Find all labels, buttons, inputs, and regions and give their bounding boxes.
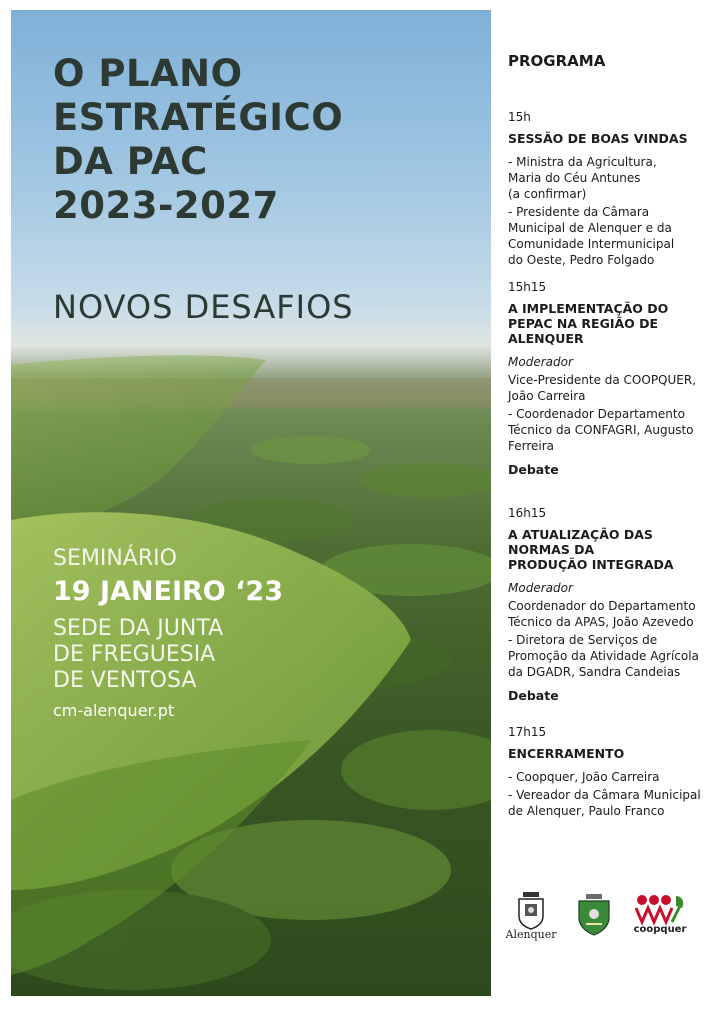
session-title-line: PEPAC NA REGIÃO DE xyxy=(508,316,659,331)
coopquer-wordmark: coopquer xyxy=(633,924,687,935)
seminar-venue xyxy=(53,616,223,694)
speaker-line: de Alenquer, Paulo Franco xyxy=(508,804,665,818)
alenquer-logo xyxy=(505,890,557,942)
speaker-item xyxy=(508,204,718,268)
speaker-line: - Diretora de Serviços de xyxy=(508,633,658,647)
title-line: O PLANO xyxy=(53,52,243,95)
alenquer-wordmark: Alenquer xyxy=(505,928,557,941)
speaker-line: - Ministra da Agricultura, xyxy=(508,155,657,169)
poster-panel xyxy=(11,10,491,996)
speaker-item xyxy=(508,787,718,819)
session-title-line: A ATUALIZAÇÃO DAS xyxy=(508,527,653,542)
speaker-line: Ferreira xyxy=(508,439,555,453)
session-time: 16h15 xyxy=(508,506,547,520)
venue-line: SEDE DA JUNTA xyxy=(53,616,224,641)
session-title xyxy=(508,746,718,761)
speaker-line: Coordenador do Departamento xyxy=(508,599,696,613)
coopquer-logo xyxy=(632,892,688,944)
session-block xyxy=(508,279,718,454)
speaker-line: Municipal de Alenquer e da xyxy=(508,221,672,235)
speaker-item xyxy=(508,632,718,680)
session-title-line: SESSÃO DE BOAS VINDAS xyxy=(508,131,688,146)
session-title-line: ALENQUER xyxy=(508,331,584,346)
program-heading: PROGRAMA xyxy=(508,52,606,70)
session-time: 15h xyxy=(508,110,531,124)
venue-line: DE VENTOSA xyxy=(53,668,197,693)
venue-line: DE FREGUESIA xyxy=(53,642,216,667)
speaker-item xyxy=(508,598,718,630)
session-block xyxy=(508,505,718,680)
title-line: 2023-2027 xyxy=(53,184,279,227)
speaker-line: - Coordenador Departamento xyxy=(508,407,685,421)
poster-subtitle: NOVOS DESAFIOS xyxy=(53,288,354,326)
debate-label: Debate xyxy=(508,462,559,477)
ventosa-logo xyxy=(574,892,614,938)
speaker-line: Maria do Céu Antunes xyxy=(508,171,641,185)
session-title-line: A IMPLEMENTAÇÃO DO xyxy=(508,301,669,316)
ventosa-crest-icon xyxy=(574,892,614,938)
speaker-line: - Coopquer, João Carreira xyxy=(508,770,660,784)
speaker-line: Promoção da Atividade Agrícola xyxy=(508,649,699,663)
moderator-label: Moderador xyxy=(508,581,573,595)
speaker-item xyxy=(508,406,718,454)
speaker-item xyxy=(508,154,718,202)
session-title-line: PRODUÇÃO INTEGRADA xyxy=(508,557,674,572)
session-block xyxy=(508,109,718,268)
speaker-line: da DGADR, Sandra Candeias xyxy=(508,665,681,679)
speaker-line: Técnico da APAS, João Azevedo xyxy=(508,615,694,629)
poster-title xyxy=(53,52,343,228)
session-title xyxy=(508,131,718,146)
session-title xyxy=(508,301,718,346)
moderator-label: Moderador xyxy=(508,355,573,369)
speaker-line: Vice-Presidente da COOPQUER, xyxy=(508,373,697,387)
speaker-line: (a confirmar) xyxy=(508,187,587,201)
seminar-date: 19 JANEIRO ‘23 xyxy=(53,576,283,607)
session-time: 15h15 xyxy=(508,280,547,294)
speaker-item xyxy=(508,769,718,785)
debate-label: Debate xyxy=(508,688,559,703)
seminar-label: SEMINÁRIO xyxy=(53,546,177,571)
session-title xyxy=(508,527,718,572)
title-line: DA PAC xyxy=(53,140,208,183)
speaker-item xyxy=(508,372,718,404)
speaker-line: do Oeste, Pedro Folgado xyxy=(508,253,655,267)
session-title-line: NORMAS DA xyxy=(508,542,595,557)
speaker-line: João Carreira xyxy=(508,389,586,403)
speaker-line: Comunidade Intermunicipal xyxy=(508,237,675,251)
speaker-line: - Presidente da Câmara xyxy=(508,205,650,219)
coopquer-icon xyxy=(632,892,688,926)
session-block xyxy=(508,724,718,819)
session-title-line: ENCERRAMENTO xyxy=(508,746,625,761)
session-time: 17h15 xyxy=(508,725,547,739)
website-link[interactable]: cm-alenquer.pt xyxy=(53,701,175,720)
partner-logos xyxy=(505,890,708,950)
title-line: ESTRATÉGICO xyxy=(53,96,344,139)
speaker-line: Técnico da CONFAGRI, Augusto xyxy=(508,423,694,437)
speaker-line: - Vereador da Câmara Municipal xyxy=(508,788,701,802)
